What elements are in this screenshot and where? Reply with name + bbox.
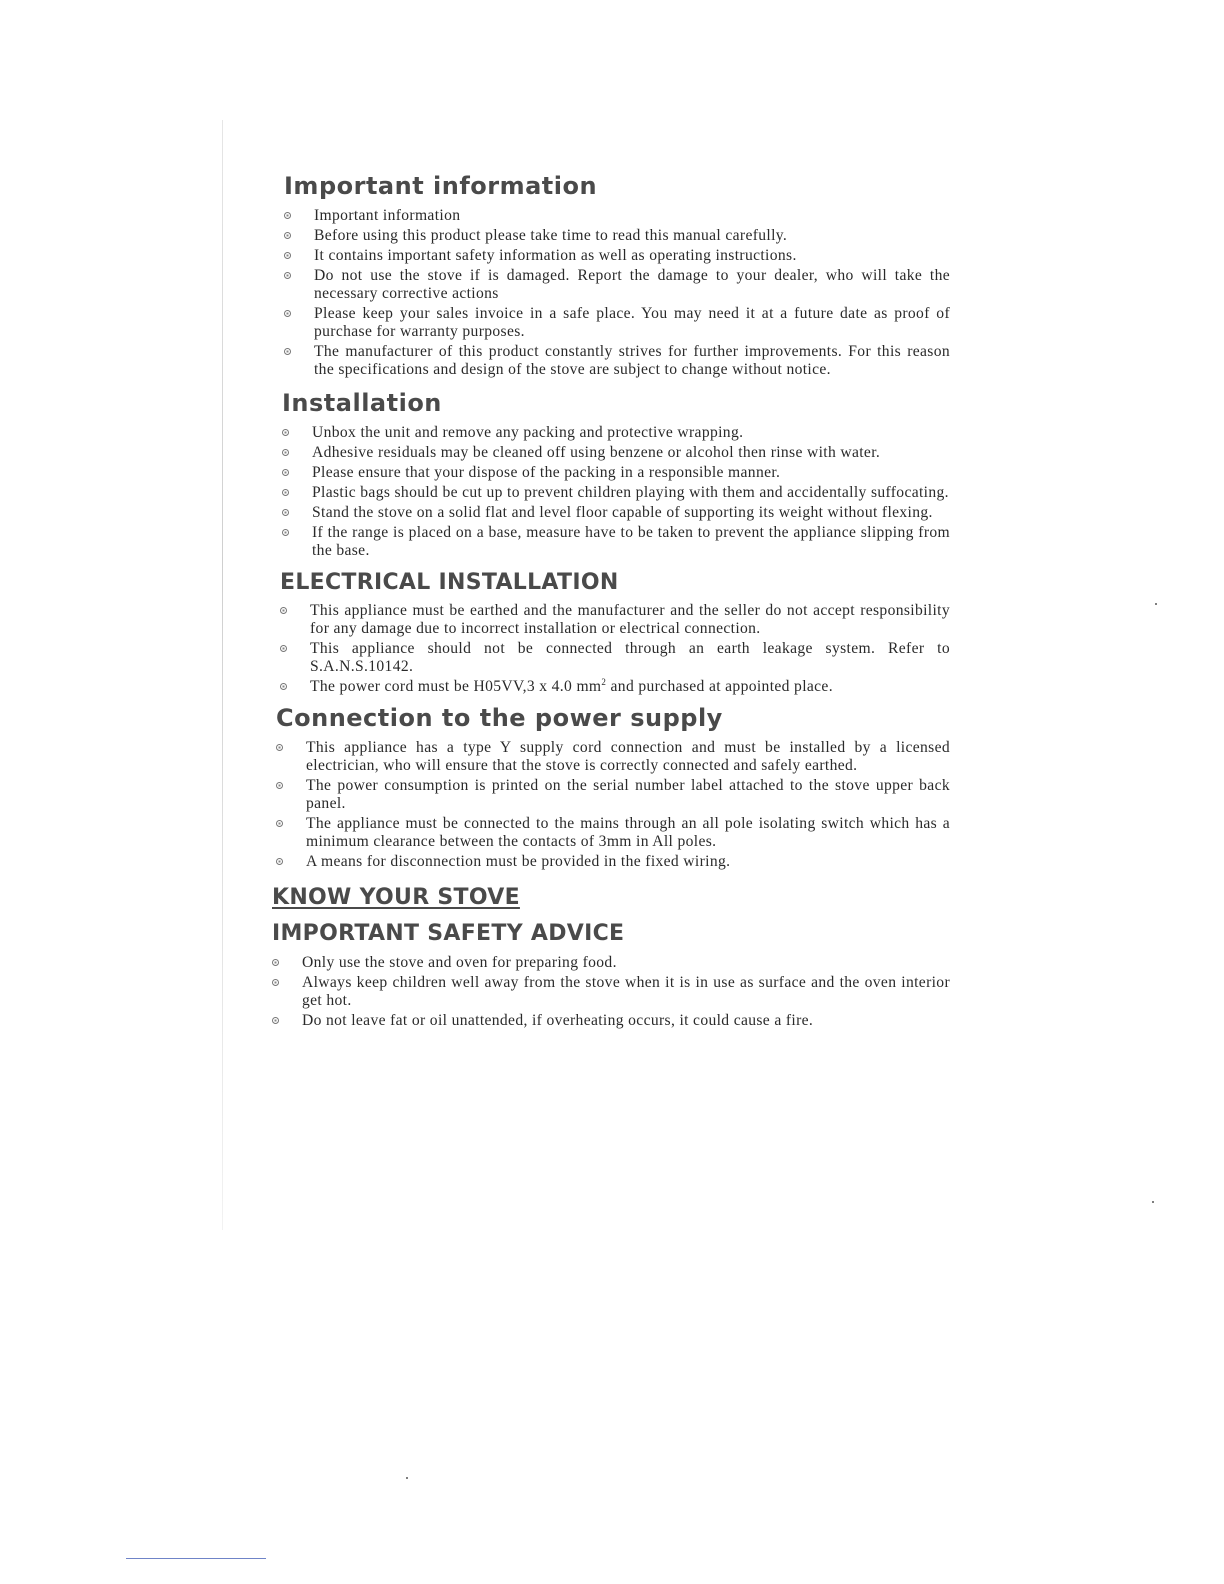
- scan-speck: [1152, 1201, 1154, 1203]
- bullet-icon: [282, 509, 289, 516]
- bullet-icon: [284, 348, 291, 355]
- section-electrical-installation: [280, 570, 950, 696]
- list-item: Stand the stove on a solid flat and level floor capable of supporting its weight without flexing.: [282, 504, 950, 522]
- bullet-icon: [272, 979, 279, 986]
- bullet-icon: [272, 1017, 279, 1024]
- scan-edge-shadow: [222, 120, 223, 1230]
- heading-electrical-installation: ELECTRICAL INSTALLATION: [280, 569, 619, 595]
- list-item: The power consumption is printed on the serial number label attached to the stove upper back panel.: [276, 777, 950, 813]
- list-item: Please keep your sales invoice in a safe place. You may need it at a future date as proof of purchase for warranty purposes.: [284, 305, 950, 341]
- bullet-icon: [284, 272, 291, 279]
- bullet-icon: [276, 820, 283, 827]
- list-item: This appliance must be earthed and the manufacturer and the seller do not accept responsibility for any damage due to incorrect installation or electrical connection.: [280, 602, 950, 638]
- section-important-information: [284, 172, 950, 379]
- document-body: [270, 172, 950, 1032]
- bullet-icon: [276, 858, 283, 865]
- bullet-icon: [272, 959, 279, 966]
- bullet-icon: [282, 449, 289, 456]
- list-item: Plastic bags should be cut up to prevent children playing with them and accidentally suffocating.: [282, 484, 950, 502]
- list-item: Before using this product please take time to read this manual carefully.: [284, 227, 950, 245]
- list-item: The appliance must be connected to the mains through an all pole isolating switch which has a minimum clearance between the contacts of 3mm in All poles.: [276, 815, 950, 851]
- list-item: This appliance has a type Y supply cord connection and must be installed by a licensed electrician, who will ensure that the stove is correctly connected and safely earthed.: [276, 739, 950, 775]
- heading-safety-advice: IMPORTANT SAFETY ADVICE: [272, 921, 625, 947]
- list-item: Unbox the unit and remove any packing and protective wrapping.: [282, 424, 950, 442]
- list-power-supply: [276, 739, 950, 871]
- list-item-power-cord: The power cord must be H05VV,3 x 4.0 $mm^2$ and purchased at appointed place.: [280, 678, 950, 696]
- section-installation: [282, 389, 950, 560]
- bullet-icon: [284, 252, 291, 259]
- bullet-icon: [276, 782, 283, 789]
- bullet-icon: [284, 310, 291, 317]
- bullet-icon: [282, 469, 289, 476]
- list-item: Do not leave fat or oil unattended, if overheating occurs, it could cause a fire.: [272, 1012, 950, 1030]
- list-item: Important information: [284, 207, 950, 225]
- list-item: Do not use the stove if is damaged. Report the damage to your dealer, who will take the necessary corrective actions: [284, 267, 950, 303]
- list-electrical-installation: [280, 602, 950, 696]
- section-safety-advice: [272, 921, 950, 1029]
- section-know-your-stove: [272, 885, 950, 911]
- bullet-icon: [280, 607, 287, 614]
- bottom-scan-line: [126, 1558, 266, 1559]
- bullet-icon: [280, 645, 287, 652]
- list-item: It contains important safety information as well as operating instructions.: [284, 247, 950, 265]
- heading-know-your-stove: KNOW YOUR STOVE: [272, 884, 520, 910]
- section-power-supply: [276, 704, 950, 871]
- list-item: Only use the stove and oven for preparing food.: [272, 954, 950, 972]
- list-item: This appliance should not be connected through an earth leakage system. Refer to S.A.N.S.10142.: [280, 640, 950, 676]
- bullet-icon: [284, 232, 291, 239]
- list-safety-advice: [272, 954, 950, 1030]
- list-important-information: [284, 207, 950, 379]
- bullet-icon: [282, 429, 289, 436]
- bullet-icon: [284, 212, 291, 219]
- list-item: If the range is placed on a base, measure have to be taken to prevent the appliance slipping from the base.: [282, 524, 950, 560]
- bullet-icon: [282, 529, 289, 536]
- heading-installation: Installation: [282, 388, 442, 417]
- heading-important-information: Important information: [284, 172, 598, 200]
- list-item: Always keep children well away from the stove when it is in use as surface and the oven interior get hot.: [272, 974, 950, 1010]
- bullet-icon: [280, 683, 287, 690]
- scan-speck: [1155, 603, 1157, 605]
- bullet-icon: [276, 744, 283, 751]
- list-item: A means for disconnection must be provided in the fixed wiring.: [276, 853, 950, 871]
- bullet-icon: [282, 489, 289, 496]
- scan-speck: [406, 1477, 408, 1479]
- list-item: Adhesive residuals may be cleaned off using benzene or alcohol then rinse with water.: [282, 444, 950, 462]
- heading-power-supply: Connection to the power supply: [276, 703, 723, 732]
- list-installation: [282, 424, 950, 560]
- list-item: The manufacturer of this product constantly strives for further improvements. For this reason the specifications and design of the stove are subject to change without notice.: [284, 343, 950, 379]
- list-item: Please ensure that your dispose of the packing in a responsible manner.: [282, 464, 950, 482]
